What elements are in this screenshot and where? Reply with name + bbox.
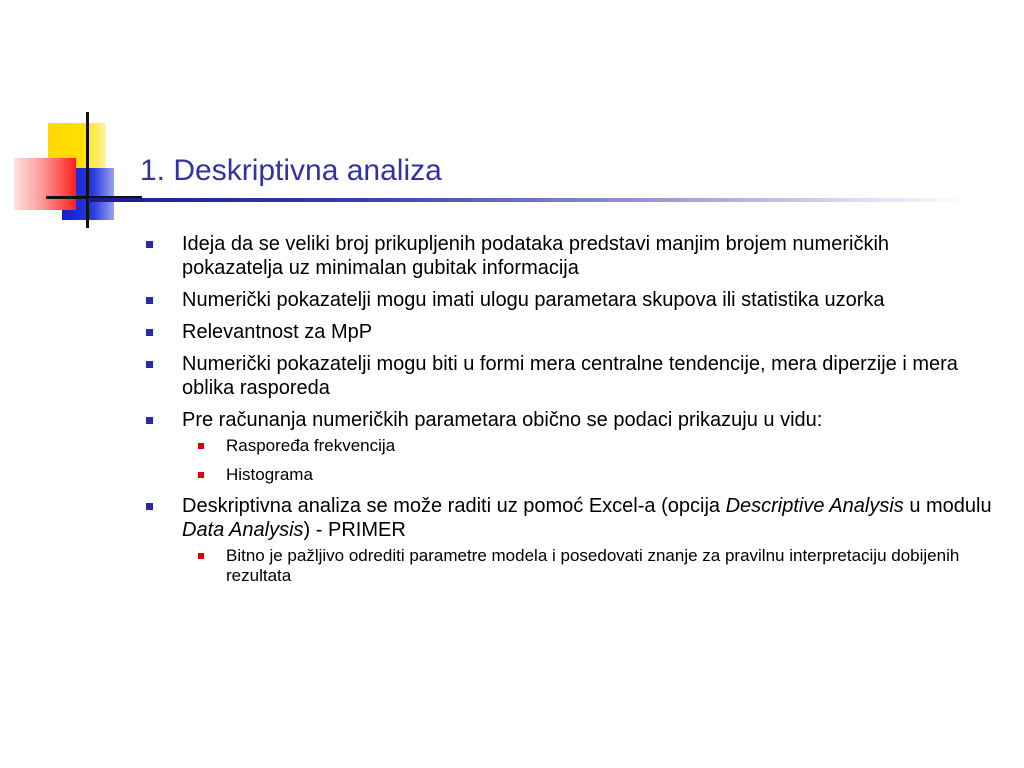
sub-bullet-text: Raspoređa frekvencija [226,436,396,455]
sub-bullet-text: Histograma [226,465,313,484]
bullet-text: Numerički pokazatelji mogu biti u formi mera centralne tendencije, mera diperzije i mera oblika rasporeda [182,353,958,399]
slide-title: 1. Deskriptivna analiza [140,154,442,187]
bullet-item [144,232,994,280]
sub-bullet-item [182,546,994,586]
bullet-item [144,352,994,400]
bullet-list [144,232,994,586]
square-bullet-icon [198,553,204,559]
square-bullet-icon [198,443,204,449]
bullet-text: Deskriptivna analiza se može raditi uz pomoć Excel-a (opcija Descriptive Analysis u modulu Data Analysis) - PRIMER [182,495,992,541]
sub-bullet-text: Bitno je pažljivo odrediti parametre modela i posedovati znanje za pravilnu interpretaciju dobijenih rezultata [226,546,960,585]
bullet-text: Numerički pokazatelji mogu imati ulogu parametara skupova ili statistika uzorka [182,289,885,311]
bullet-item [144,494,994,586]
bullet-item [144,408,994,485]
sub-bullet-list [182,546,994,586]
sub-bullet-list [182,436,994,485]
square-bullet-icon [146,361,153,368]
square-bullet-icon [198,472,204,478]
emphasis-text: Descriptive Analysis [725,495,904,517]
title-underline [88,198,968,202]
square-bullet-icon [146,241,153,248]
slide-body [144,232,994,595]
bullet-text: Relevantnost za MpP [182,321,373,343]
square-bullet-icon [146,329,153,336]
red-square-decoration [14,158,76,210]
vertical-line-decoration [86,112,89,228]
square-bullet-icon [146,297,153,304]
square-bullet-icon [146,503,153,510]
emphasis-text: Data Analysis [182,519,304,541]
bullet-text: Pre računanja numeričkih parametara obično se podaci prikazuju u vidu: [182,409,823,431]
square-bullet-icon [146,417,153,424]
bullet-text: Ideja da se veliki broj prikupljenih podataka predstavi manjim brojem numeričkih pokazatelja uz minimalan gubitak informacija [182,233,890,279]
bullet-item [144,288,994,312]
bullet-item [144,320,994,344]
sub-bullet-item [182,465,994,485]
slide-logo-decoration [0,0,160,240]
sub-bullet-item [182,436,994,456]
